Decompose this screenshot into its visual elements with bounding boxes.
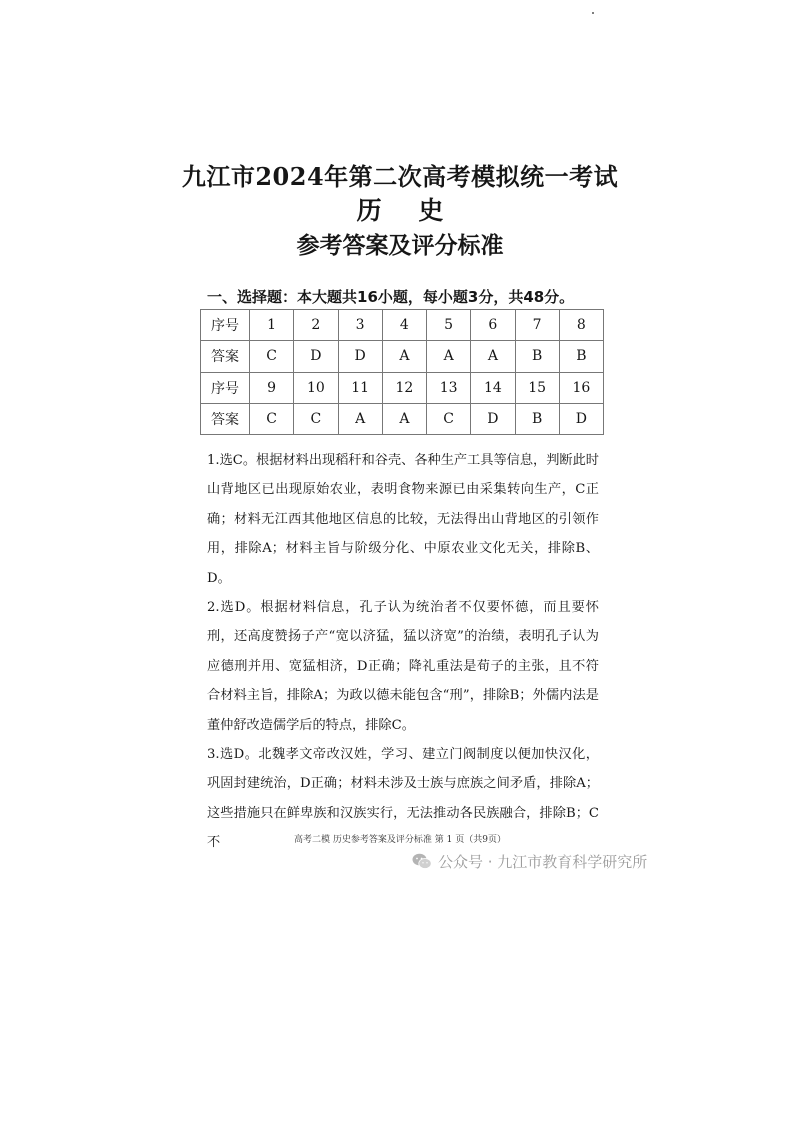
table-cell: A xyxy=(382,403,426,434)
table-cell: B xyxy=(559,341,603,372)
table-cell: D xyxy=(294,341,338,372)
watermark xyxy=(412,851,647,872)
wechat-icon xyxy=(412,853,432,870)
table-cell: 13 xyxy=(427,372,471,403)
explanation-item: 3.选D。北魏孝文帝改汉姓，学习、建立门阀制度以便加快汉化，巩固封建统治，D正确；材料未涉及士族与庶族之间矛盾，排除A；这些措施只在鲜卑族和汉族实行，无法推动各民族融合，排除B；C不 xyxy=(207,747,599,851)
table-cell: A xyxy=(427,341,471,372)
table-cell: 4 xyxy=(382,310,426,341)
table-cell: A xyxy=(338,403,382,434)
row-label: 答案 xyxy=(201,341,250,372)
table-cell: 11 xyxy=(338,372,382,403)
table-cell: 3 xyxy=(338,310,382,341)
table-cell: D xyxy=(338,341,382,372)
document-subtitle: 参考答案及评分标准 xyxy=(296,232,504,259)
table-cell: 1 xyxy=(250,310,294,341)
table-cell: C xyxy=(294,403,338,434)
table-cell: 9 xyxy=(250,372,294,403)
row-label: 序号 xyxy=(201,372,250,403)
table-cell: C xyxy=(250,341,294,372)
table-cell: B xyxy=(515,403,559,434)
table-cell: A xyxy=(471,341,515,372)
answer-table xyxy=(200,309,604,435)
table-row xyxy=(201,372,604,403)
table-cell: 5 xyxy=(427,310,471,341)
table-cell: D xyxy=(559,403,603,434)
explanation-item: 1.选C。根据材料出现稻秆和谷壳、各种生产工具等信息，判断此时山背地区已出现原始农业，表明食物来源已由采集转向生产，C正确；材料无江西其他地区信息的比较，无法得出山背地区的引领作用，排除A；材料主旨与阶级分化、中原农业文化无关，排除B、D。 xyxy=(207,453,599,586)
table-cell: 2 xyxy=(294,310,338,341)
table-cell: 6 xyxy=(471,310,515,341)
table-cell: 15 xyxy=(515,372,559,403)
subject-title: 历 史 xyxy=(356,196,458,225)
explanations xyxy=(207,446,599,858)
page-footer: 高考二模 历史参考答案及评分标准 第 1 页（共9页） xyxy=(294,835,506,845)
table-cell: C xyxy=(250,403,294,434)
explanation-item: 2.选D。根据材料信息，孔子认为统治者不仅要怀德，而且要怀刑，还高度赞扬子产“宽以济猛，猛以济宽”的治绩，表明孔子认为应德刑并用、宽猛相济，D正确；降礼重法是荀子的主张，且不符合材料主旨，排除A；为政以德未能包含“刑”，排除B；外儒内法是董仲舒改造儒学后的特点，排除C。 xyxy=(207,600,599,733)
row-label: 序号 xyxy=(201,310,250,341)
row-label: 答案 xyxy=(201,403,250,434)
table-cell: D xyxy=(471,403,515,434)
scan-speck xyxy=(592,12,594,14)
table-row xyxy=(201,341,604,372)
table-cell: 12 xyxy=(382,372,426,403)
table-cell: 8 xyxy=(559,310,603,341)
table-cell: C xyxy=(427,403,471,434)
watermark-text: 公众号 · 九江市教育科学研究所 xyxy=(438,853,648,871)
table-cell: 7 xyxy=(515,310,559,341)
table-row xyxy=(201,403,604,434)
table-cell: 14 xyxy=(471,372,515,403)
section-heading: 一、选择题：本大题共16小题，每小题3分，共48分。 xyxy=(207,288,575,306)
document-title: 九江市2024年第二次高考模拟统一考试 xyxy=(181,162,619,191)
table-cell: A xyxy=(382,341,426,372)
table-row xyxy=(201,310,604,341)
table-cell: B xyxy=(515,341,559,372)
table-cell: 10 xyxy=(294,372,338,403)
table-cell: 16 xyxy=(559,372,603,403)
document-header xyxy=(0,160,800,264)
